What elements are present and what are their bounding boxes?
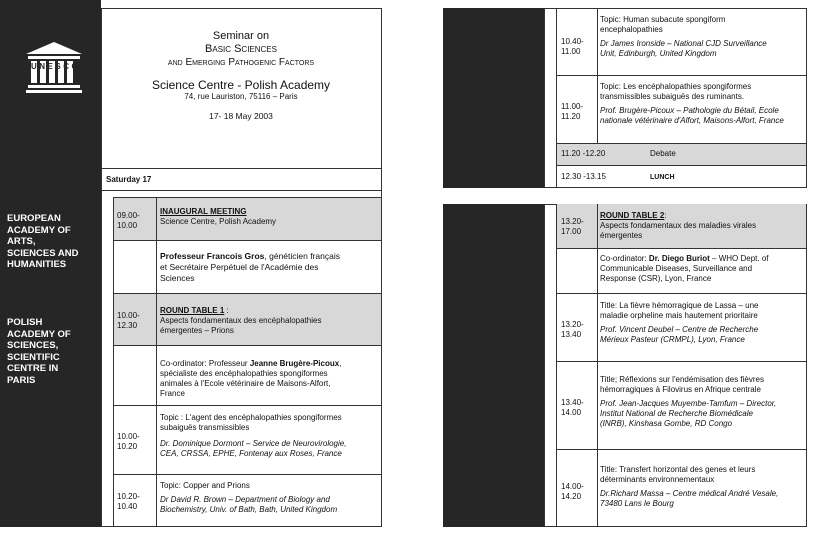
time-1100-1120: 11.00- 11.20 [561, 102, 584, 121]
venue: Science Centre - Polish Academy [151, 78, 331, 92]
topic-ironside: Topic: Human subacute spongiform encephalopathies Dr James Ironside – National CJD Surveillance Unit, Edinburgh, United Kingdom [600, 15, 767, 58]
time-1400-1420: 14.00- 14.20 [561, 482, 584, 501]
unesco-logo [24, 40, 84, 100]
time-1020-1040: 10.20- 10.40 [117, 492, 140, 511]
lunch-label: LUNCH [650, 174, 675, 181]
time-debate: 11.20 -12.20 [561, 149, 606, 158]
title-massa: Title: Transfert horizontal des genes et leurs déterminants environnementaux Dr.Richard Massa – Centre médical André Vesale, 73480 Lans le Bourg [600, 465, 779, 508]
time-1000-1020: 10.00- 10.20 [117, 432, 140, 451]
topic-brown: Topic: Copper and Prions Dr David R. Brown – Department of Biology and Biochemistry, Univ. of Bath, Bath, United Kingdom [160, 481, 338, 514]
inaugural-venue: Science Centre, Polish Academy [160, 217, 277, 226]
debate-label: Debate [650, 149, 676, 158]
topic-brugere-ruminants: Topic: Les encéphalopathies spongiformes transmissibles subaiguës des ruminants. Prof. Brugère-Picoux – Pathologie du Bétail, Ecole nationale vétérinaire d'Alfort, Maisons-Alfort, France [600, 82, 784, 125]
logo-text: UNESCO [31, 62, 81, 71]
round-table-2: ROUND TABLE 2: Aspects fondamentaux des maladies virales émergentes [600, 211, 757, 240]
gros-entry: Professeur Francois Gros, généticien français et Secrétaire Perpétuel de l'Académie des Sciences [160, 251, 341, 283]
day-label: Saturday 17 [106, 175, 152, 184]
time-1320-1340: 13.20- 13.40 [561, 320, 584, 339]
title-muyembe: Title; Réflexions sur l'endémisation des fièvres hémorragiques à Filovirus en Afrique centrale Prof. Jean-Jacques Muyembe-Tamfum – Director, Institut National de Recherche Biomédicale (INRB), Kinshasa Gombe, RD Congo [600, 375, 777, 428]
seminar-title-line3: and Emerging Pathogenic Factors [167, 57, 315, 68]
right-top-bar [443, 8, 544, 188]
topic-dormont: Topic : L'agent des encéphalopathies spongiformes subaiguës transmissibles Dr. Dominique Dormont – Service de Neurovirologie, CEA, CRSSA, EPHE, Fontenay aux Roses, France [160, 413, 347, 458]
title-deubel: Title: La fièvre hémorragique de Lassa – une maladie orpheline mais hautement prioritaire Prof. Vincent Deubel – Centre de Recherche Mérieux Pasteur (CRMPL), Lyon, France [600, 301, 759, 344]
sidebar-org-european-academy: EUROPEAN ACADEMY OF ARTS, SCIENCES AND HUMANITIES [7, 213, 79, 270]
time-1320-1700: 13.20- 17.00 [561, 217, 584, 236]
round-table-1: ROUND TABLE 1 : Aspects fondamentaux des encéphalopathies émergentes – Prions [160, 306, 322, 335]
right-bottom-bar [443, 204, 544, 527]
time-1040-1100: 10.40- 11.00 [561, 37, 584, 56]
time-1000-1230: 10.00- 12.30 [117, 311, 140, 330]
inaugural-title: INAUGURAL MEETING [160, 207, 247, 216]
address: 74, rue Lauriston, 75116 – Paris [184, 92, 298, 101]
time-lunch: 12.30 -13.15 [561, 172, 606, 181]
time-0900: 09.00- 10.00 [117, 211, 140, 230]
seminar-title-line2: Basic Sciences [205, 43, 277, 55]
dates: 17- 18 May 2003 [209, 111, 273, 121]
coordinator-brugere: Co-ordinator: Professeur Jeanne Brugère-Picoux, spécialiste des encéphalopathies spongiformes animales à l'Ecole vétérinaire de Maisons-Alfort, France [160, 359, 342, 398]
coordinator-buriot: Co-ordinator: Dr. Diego Buriot – WHO Dept. of Communicable Diseases, Surveillance and Response (CSR), Lyon, France [600, 254, 769, 283]
seminar-title-line1: Seminar on [212, 30, 270, 42]
sidebar-org-polish-academy: POLISH ACADEMY OF SCIENCES, SCIENTIFIC CENTRE IN PARIS [7, 317, 71, 386]
time-1340-1400: 13.40- 14.00 [561, 398, 584, 417]
